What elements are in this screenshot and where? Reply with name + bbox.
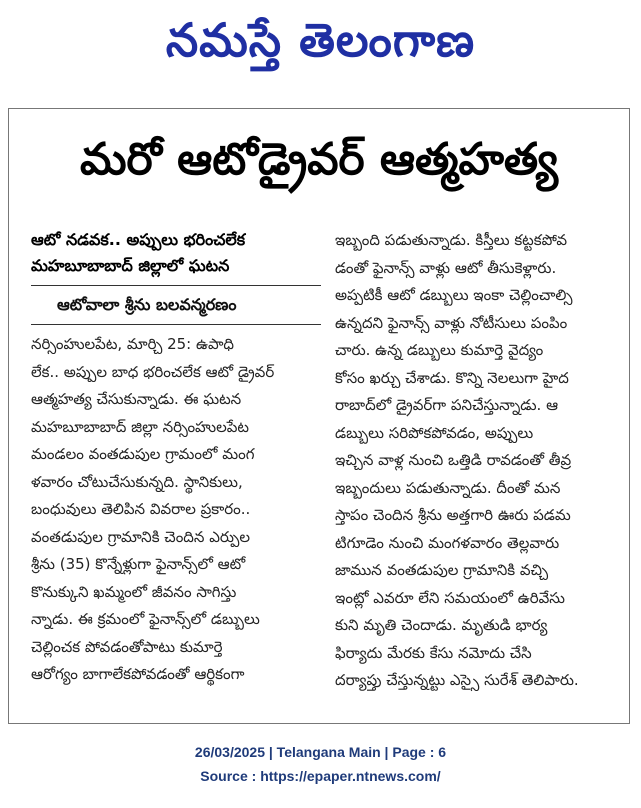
edition-info: 26/03/2025 | Telangana Main | Page : 6 xyxy=(194,744,447,760)
body-line: వంతడుపుల గ్రామానికి చెందిన ఎర్పుల xyxy=(31,527,251,546)
source-link[interactable]: Source : https://epaper.ntnews.com/ xyxy=(200,768,441,784)
body-line: మండలం వంతడుపుల గ్రామంలో మంగ xyxy=(31,445,255,463)
masthead xyxy=(0,0,641,92)
body-line: మహబూబాబాద్ జిల్లా నర్సింహులపేట xyxy=(31,417,249,436)
body-line: ఇచ్చిన వాళ్ల నుంచి ఒత్తిడి రావడంతో తీవ్ర xyxy=(335,451,572,469)
body-line: బంధువులు తెలిపిన వివరాల ప్రకారం.. xyxy=(31,500,251,518)
newspaper-title: నమస్తే తెలంగాణ xyxy=(165,13,476,67)
body-line: శ్రీను (35) కొన్నేళ్లుగా ఫైనాన్స్‌లో ఆటో xyxy=(31,555,246,573)
body-line: దర్యాప్తు చేస్తున్నట్టు ఎస్సై సురేశ్ తెలిపారు. xyxy=(335,671,579,689)
body-line: ఆరోగ్యం బాగాలేకపోవడంతో ఆర్థికంగా xyxy=(31,665,245,683)
body-line: జామున వంతడుపుల గ్రామానికి వచ్చి xyxy=(335,561,549,579)
body-line: టిగూడెం నుంచి మంగళవారం తెల్లవారు xyxy=(335,533,560,552)
article-kicker: ఆటోవాలా శ్రీను బలవన్మరణం xyxy=(57,295,237,314)
body-line: ఉన్నదని ఫైనాన్స్ వాళ్లు నోటీసులు పంపిం xyxy=(335,313,568,332)
body-line: అప్పటికీ ఆటో డబ్బులు ఇంకా చెల్లించాల్సి xyxy=(335,286,573,304)
body-line: డబ్బులు సరిపోకపోవడం, అప్పులు xyxy=(335,423,534,442)
body-line: కుని మృతి చెందాడు. మృతుడి భార్య xyxy=(335,616,548,634)
divider xyxy=(31,324,321,325)
body-line: రాబాద్‌లో డ్రైవర్‌గా పనిచేస్తున్నాడు. ఆ xyxy=(335,396,559,414)
body-line: కొనుక్కుని ఖమ్మంలో జీవనం సాగిస్తు xyxy=(31,582,237,601)
article-headline: మరో ఆటోడ్రైవర్ ఆత్మహత్య xyxy=(79,134,559,185)
body-line: లేక.. అప్పుల బాధ భరించలేక ఆటో డ్రైవర్ xyxy=(31,362,275,381)
body-line: స్తాపం చెందిన శ్రీను అత్తగారి ఊరు పడమ xyxy=(335,506,571,524)
body-line: కోసం ఖర్చు చేశాడు. కొన్ని నెలలుగా హైద xyxy=(335,368,569,387)
body-line: ఫిర్యాదు మేరకు కేసు నమోదు చేసి xyxy=(335,643,532,662)
body-line: ళవారం చోటుచేసుకున్నది. స్థానికులు, xyxy=(31,472,243,491)
right-column-body xyxy=(335,227,617,695)
body-line: డంతో ఫైనాన్స్ వాళ్లు ఆటో తీసుకెళ్లారు. xyxy=(335,258,557,277)
article-clipping xyxy=(8,108,630,724)
body-line: చెల్లించక పోవడంతోపాటు కుమార్తె xyxy=(31,637,223,656)
subheadline-line-1: ఆటో నడవక.. అప్పులు భరించలేక xyxy=(31,230,246,249)
body-line: ఇబ్బందులు పడుతున్నాడు. దీంతో మన xyxy=(335,478,561,497)
body-line: ఇబ్బంది పడుతున్నాడు. కిస్తీలు కట్టకపోవ xyxy=(335,231,568,249)
right-column xyxy=(335,227,617,717)
body-line: చారు. ఉన్న డబ్బులు కుమార్తె వైద్యం xyxy=(335,341,544,359)
left-column xyxy=(31,227,321,717)
divider xyxy=(31,285,321,286)
body-line: నర్సింహులపేట, మార్చి 25: ఉపాధి xyxy=(31,335,235,353)
body-line: ఇంట్లో ఎవరూ లేని సమయంలో ఉరివేసు xyxy=(335,588,565,607)
body-line: ఆత్మహత్య చేసుకున్నాడు. ఈ ఘటన xyxy=(31,390,242,408)
body-line: న్నాడు. ఈ క్రమంలో ఫైనాన్స్‌లో డబ్బులు xyxy=(31,610,260,628)
subheadline-line-2: మహబూబాబాద్ జిల్లాలో ఘటన xyxy=(31,256,230,275)
left-column-body xyxy=(31,331,321,689)
